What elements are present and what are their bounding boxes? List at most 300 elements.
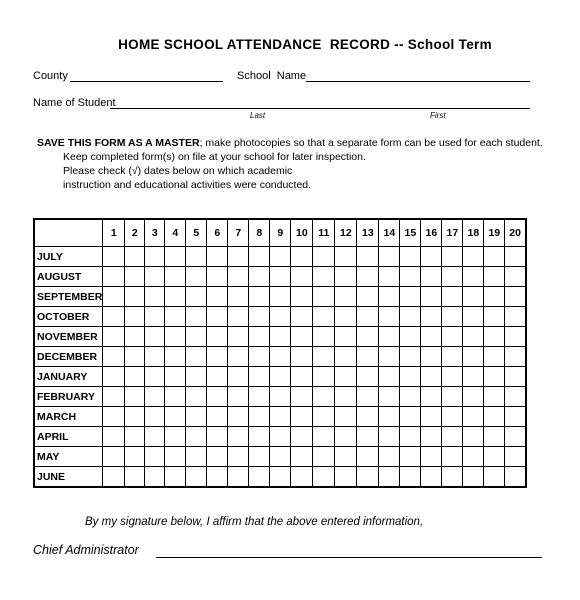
attendance-cell[interactable]	[270, 327, 291, 347]
attendance-cell[interactable]	[228, 347, 249, 367]
attendance-cell[interactable]	[421, 467, 442, 488]
month-label: JUNE	[34, 467, 103, 488]
attendance-cell[interactable]	[463, 307, 484, 327]
day-header: 1	[103, 219, 125, 247]
day-header: 16	[421, 219, 442, 247]
attendance-cell[interactable]	[207, 367, 228, 387]
attendance-cell[interactable]	[505, 427, 526, 447]
day-header: 14	[379, 219, 400, 247]
attendance-cell[interactable]	[165, 327, 186, 347]
attendance-cell[interactable]	[421, 307, 442, 327]
attendance-cell[interactable]	[484, 247, 505, 267]
month-label: SEPTEMBER	[34, 287, 103, 307]
attendance-cell[interactable]	[335, 247, 357, 267]
attendance-cell[interactable]	[228, 327, 249, 347]
day-header: 12	[335, 219, 357, 247]
attendance-cell[interactable]	[103, 387, 125, 407]
attendance-cell[interactable]	[145, 467, 165, 488]
attendance-cell[interactable]	[335, 347, 357, 367]
attendance-cell[interactable]	[313, 347, 335, 367]
table-row	[34, 287, 526, 307]
attendance-cell[interactable]	[442, 387, 463, 407]
attendance-cell[interactable]	[165, 287, 186, 307]
table-row	[34, 307, 526, 327]
student-name-label: Name of Student	[33, 97, 116, 109]
attendance-cell[interactable]	[207, 447, 228, 467]
attendance-cell[interactable]	[421, 387, 442, 407]
attendance-cell[interactable]	[207, 407, 228, 427]
attendance-cell[interactable]	[484, 447, 505, 467]
attendance-cell[interactable]	[442, 427, 463, 447]
attendance-cell[interactable]	[291, 407, 313, 427]
attendance-cell[interactable]	[484, 367, 505, 387]
signature-line[interactable]	[156, 557, 542, 558]
attendance-cell[interactable]	[125, 407, 145, 427]
attendance-cell[interactable]	[335, 327, 357, 347]
day-header: 19	[484, 219, 505, 247]
attendance-cell[interactable]	[484, 327, 505, 347]
table-row	[34, 367, 526, 387]
attendance-cell[interactable]	[270, 467, 291, 488]
attendance-cell[interactable]	[249, 387, 270, 407]
attendance-cell[interactable]	[165, 347, 186, 367]
attendance-cell[interactable]	[463, 407, 484, 427]
attendance-cell[interactable]	[442, 267, 463, 287]
month-label: MARCH	[34, 407, 103, 427]
attendance-cell[interactable]	[270, 367, 291, 387]
attendance-cell[interactable]	[145, 287, 165, 307]
attendance-cell[interactable]	[228, 467, 249, 488]
attendance-cell[interactable]	[400, 307, 421, 327]
chief-administrator-label: Chief Administrator	[33, 543, 139, 557]
attendance-cell[interactable]	[313, 367, 335, 387]
table-row	[34, 387, 526, 407]
attendance-cell[interactable]	[270, 447, 291, 467]
attendance-cell[interactable]	[484, 427, 505, 447]
attendance-cell[interactable]	[400, 287, 421, 307]
day-header: 7	[228, 219, 249, 247]
attendance-cell[interactable]	[249, 407, 270, 427]
attendance-cell[interactable]	[228, 387, 249, 407]
attendance-cell[interactable]	[357, 267, 379, 287]
attendance-cell[interactable]	[463, 267, 484, 287]
attendance-cell[interactable]	[249, 307, 270, 327]
attendance-cell[interactable]	[103, 287, 125, 307]
attendance-cell[interactable]	[421, 247, 442, 267]
instructions-line-4: instruction and educational activities were conducted.	[63, 179, 312, 191]
attendance-cell[interactable]	[186, 407, 207, 427]
form-title: HOME SCHOOL ATTENDANCE RECORD -- School Term	[118, 37, 492, 52]
attendance-cell[interactable]	[357, 467, 379, 488]
attendance-cell[interactable]	[463, 367, 484, 387]
attendance-cell[interactable]	[291, 347, 313, 367]
attendance-cell[interactable]	[442, 307, 463, 327]
attendance-cell[interactable]	[103, 247, 125, 267]
attendance-cell[interactable]	[379, 427, 400, 447]
attendance-cell[interactable]	[291, 447, 313, 467]
table-row	[34, 467, 526, 488]
day-header: 20	[505, 219, 526, 247]
attendance-cell[interactable]	[400, 467, 421, 488]
school-name-field[interactable]	[306, 81, 530, 82]
month-label: FEBRUARY	[34, 387, 103, 407]
attendance-cell[interactable]	[145, 407, 165, 427]
attendance-cell[interactable]	[228, 287, 249, 307]
attendance-cell[interactable]	[103, 307, 125, 327]
attendance-cell[interactable]	[207, 267, 228, 287]
attendance-cell[interactable]	[379, 287, 400, 307]
attendance-cell[interactable]	[313, 387, 335, 407]
attendance-cell[interactable]	[207, 307, 228, 327]
attendance-cell[interactable]	[291, 367, 313, 387]
day-header: 8	[249, 219, 270, 247]
day-header: 3	[145, 219, 165, 247]
attendance-cell[interactable]	[421, 327, 442, 347]
attendance-cell[interactable]	[484, 467, 505, 488]
attendance-cell[interactable]	[207, 327, 228, 347]
attendance-cell[interactable]	[379, 447, 400, 467]
attendance-cell[interactable]	[207, 287, 228, 307]
attendance-cell[interactable]	[145, 447, 165, 467]
attendance-cell[interactable]	[313, 427, 335, 447]
attendance-cell[interactable]	[463, 287, 484, 307]
attendance-cell[interactable]	[400, 267, 421, 287]
attendance-cell[interactable]	[125, 307, 145, 327]
attendance-cell[interactable]	[313, 467, 335, 488]
table-row	[34, 407, 526, 427]
attendance-cell[interactable]	[125, 287, 145, 307]
table-row	[34, 327, 526, 347]
attendance-cell[interactable]	[249, 367, 270, 387]
attendance-cell[interactable]	[228, 267, 249, 287]
attendance-cell[interactable]	[249, 467, 270, 488]
attendance-cell[interactable]	[400, 347, 421, 367]
attendance-cell[interactable]	[484, 387, 505, 407]
attendance-cell[interactable]	[505, 307, 526, 327]
attendance-cell[interactable]	[379, 467, 400, 488]
attendance-cell[interactable]	[463, 427, 484, 447]
attendance-cell[interactable]	[357, 447, 379, 467]
attendance-cell[interactable]	[125, 247, 145, 267]
attendance-cell[interactable]	[313, 267, 335, 287]
attendance-cell[interactable]	[270, 407, 291, 427]
attendance-cell[interactable]	[357, 347, 379, 367]
attendance-table	[33, 218, 527, 488]
attendance-cell[interactable]	[125, 327, 145, 347]
attendance-cell[interactable]	[442, 407, 463, 427]
month-label: MAY	[34, 447, 103, 467]
day-header: 15	[400, 219, 421, 247]
instructions-line-3: Please check (√) dates below on which academic	[63, 165, 293, 177]
attendance-cell[interactable]	[125, 467, 145, 488]
attendance-cell[interactable]	[186, 447, 207, 467]
attendance-cell[interactable]	[505, 287, 526, 307]
attendance-cell[interactable]	[400, 247, 421, 267]
attendance-cell[interactable]	[186, 347, 207, 367]
attendance-cell[interactable]	[207, 247, 228, 267]
attendance-cell[interactable]	[335, 267, 357, 287]
attendance-cell[interactable]	[379, 347, 400, 367]
attendance-cell[interactable]	[145, 327, 165, 347]
county-label: County	[33, 70, 68, 82]
attendance-cell[interactable]	[228, 427, 249, 447]
attendance-cell[interactable]	[249, 247, 270, 267]
attendance-cell[interactable]	[335, 407, 357, 427]
attendance-cell[interactable]	[103, 367, 125, 387]
table-body	[34, 247, 526, 488]
day-header: 17	[442, 219, 463, 247]
attendance-cell[interactable]	[357, 387, 379, 407]
attendance-cell[interactable]	[313, 287, 335, 307]
attendance-cell[interactable]	[505, 367, 526, 387]
attendance-cell[interactable]	[291, 287, 313, 307]
corner-cell	[34, 219, 103, 247]
attendance-cell[interactable]	[379, 267, 400, 287]
month-label: DECEMBER	[34, 347, 103, 367]
attendance-cell[interactable]	[270, 287, 291, 307]
attendance-cell[interactable]	[270, 387, 291, 407]
attendance-cell[interactable]	[313, 447, 335, 467]
instructions-line-2: Keep completed form(s) on file at your school for later inspection.	[63, 151, 366, 163]
day-header: 13	[357, 219, 379, 247]
attendance-cell[interactable]	[313, 327, 335, 347]
attendance-cell[interactable]	[228, 247, 249, 267]
attendance-cell[interactable]	[379, 387, 400, 407]
attendance-cell[interactable]	[463, 247, 484, 267]
attendance-cell[interactable]	[125, 427, 145, 447]
attendance-cell[interactable]	[228, 367, 249, 387]
table-row	[34, 267, 526, 287]
attendance-cell[interactable]	[357, 407, 379, 427]
attendance-cell[interactable]	[249, 287, 270, 307]
attendance-cell[interactable]	[291, 387, 313, 407]
attendance-cell[interactable]	[228, 447, 249, 467]
attendance-cell[interactable]	[379, 327, 400, 347]
table-row	[34, 427, 526, 447]
attendance-cell[interactable]	[291, 247, 313, 267]
attendance-cell[interactable]	[505, 467, 526, 488]
attendance-cell[interactable]	[484, 307, 505, 327]
attendance-cell[interactable]	[505, 387, 526, 407]
attendance-cell[interactable]	[165, 447, 186, 467]
attendance-cell[interactable]	[313, 407, 335, 427]
month-label: APRIL	[34, 427, 103, 447]
attendance-cell[interactable]	[207, 347, 228, 367]
attendance-cell[interactable]	[400, 367, 421, 387]
table-header-row	[34, 219, 526, 247]
attendance-cell[interactable]	[357, 307, 379, 327]
attendance-cell[interactable]	[125, 387, 145, 407]
attendance-cell[interactable]	[442, 467, 463, 488]
attendance-cell[interactable]	[505, 267, 526, 287]
month-label: JANUARY	[34, 367, 103, 387]
attendance-cell[interactable]	[125, 347, 145, 367]
attendance-cell[interactable]	[207, 387, 228, 407]
attendance-cell[interactable]	[291, 307, 313, 327]
attendance-cell[interactable]	[400, 447, 421, 467]
attendance-cell[interactable]	[421, 367, 442, 387]
attendance-cell[interactable]	[103, 447, 125, 467]
attendance-cell[interactable]	[357, 367, 379, 387]
attendance-cell[interactable]	[335, 307, 357, 327]
day-header: 11	[313, 219, 335, 247]
attendance-cell[interactable]	[165, 387, 186, 407]
attendance-cell[interactable]	[186, 387, 207, 407]
attendance-cell[interactable]	[505, 447, 526, 467]
attendance-cell[interactable]	[442, 367, 463, 387]
attendance-cell[interactable]	[270, 267, 291, 287]
attendance-cell[interactable]	[165, 307, 186, 327]
attendance-cell[interactable]	[186, 467, 207, 488]
attendance-cell[interactable]	[335, 447, 357, 467]
attendance-cell[interactable]	[165, 467, 186, 488]
attendance-cell[interactable]	[400, 407, 421, 427]
attendance-cell[interactable]	[463, 467, 484, 488]
attendance-cell[interactable]	[484, 407, 505, 427]
attendance-cell[interactable]	[186, 287, 207, 307]
day-header: 18	[463, 219, 484, 247]
attendance-cell[interactable]	[442, 327, 463, 347]
attendance-cell[interactable]	[463, 327, 484, 347]
attendance-cell[interactable]	[165, 427, 186, 447]
attendance-cell[interactable]	[335, 387, 357, 407]
attendance-cell[interactable]	[145, 367, 165, 387]
month-label: JULY	[34, 247, 103, 267]
attendance-cell[interactable]	[103, 407, 125, 427]
attendance-cell[interactable]	[145, 247, 165, 267]
attendance-cell[interactable]	[270, 427, 291, 447]
attendance-cell[interactable]	[357, 427, 379, 447]
attendance-cell[interactable]	[291, 467, 313, 488]
attendance-cell[interactable]	[165, 367, 186, 387]
attendance-cell[interactable]	[335, 467, 357, 488]
attendance-cell[interactable]	[125, 367, 145, 387]
attendance-cell[interactable]	[103, 327, 125, 347]
attendance-cell[interactable]	[291, 327, 313, 347]
attendance-cell[interactable]	[165, 267, 186, 287]
attendance-cell[interactable]	[421, 427, 442, 447]
attendance-cell[interactable]	[145, 267, 165, 287]
master-note: SAVE THIS FORM AS A MASTER	[37, 137, 200, 149]
attendance-cell[interactable]	[186, 427, 207, 447]
attendance-cell[interactable]	[186, 327, 207, 347]
attendance-cell[interactable]	[505, 347, 526, 367]
school-name-label: School Name	[237, 70, 307, 82]
attendance-cell[interactable]	[125, 267, 145, 287]
attendance-cell[interactable]	[228, 307, 249, 327]
day-header: 9	[270, 219, 291, 247]
attendance-cell[interactable]	[463, 387, 484, 407]
attendance-cell[interactable]	[335, 287, 357, 307]
table-row	[34, 447, 526, 467]
attendance-cell[interactable]	[125, 447, 145, 467]
attendance-cell[interactable]	[442, 447, 463, 467]
instructions-line-1	[37, 137, 577, 151]
attendance-cell[interactable]	[400, 427, 421, 447]
attendance-cell[interactable]	[249, 347, 270, 367]
affirmation-text: By my signature below, I affirm that the above entered information,	[85, 516, 424, 528]
attendance-cell[interactable]	[103, 427, 125, 447]
attendance-cell[interactable]	[505, 407, 526, 427]
attendance-cell[interactable]	[357, 327, 379, 347]
day-header: 4	[165, 219, 186, 247]
attendance-cell[interactable]	[442, 247, 463, 267]
attendance-cell[interactable]	[186, 267, 207, 287]
attendance-cell[interactable]	[249, 267, 270, 287]
attendance-cell[interactable]	[400, 387, 421, 407]
attendance-cell[interactable]	[421, 267, 442, 287]
attendance-cell[interactable]	[505, 247, 526, 267]
attendance-cell[interactable]	[357, 247, 379, 267]
attendance-cell[interactable]	[103, 347, 125, 367]
attendance-cell[interactable]	[484, 287, 505, 307]
attendance-cell[interactable]	[103, 267, 125, 287]
attendance-cell[interactable]	[463, 447, 484, 467]
attendance-cell[interactable]	[186, 247, 207, 267]
attendance-cell[interactable]	[313, 307, 335, 327]
attendance-cell[interactable]	[165, 407, 186, 427]
attendance-cell[interactable]	[228, 407, 249, 427]
attendance-cell[interactable]	[484, 267, 505, 287]
table-row	[34, 347, 526, 367]
attendance-cell[interactable]	[379, 247, 400, 267]
attendance-cell[interactable]	[249, 447, 270, 467]
month-label: OCTOBER	[34, 307, 103, 327]
attendance-cell[interactable]	[379, 367, 400, 387]
attendance-cell[interactable]	[249, 427, 270, 447]
attendance-cell[interactable]	[145, 347, 165, 367]
attendance-cell[interactable]	[421, 347, 442, 367]
attendance-cell[interactable]	[421, 407, 442, 427]
attendance-cell[interactable]	[505, 327, 526, 347]
attendance-cell[interactable]	[357, 287, 379, 307]
attendance-cell[interactable]	[270, 307, 291, 327]
attendance-cell[interactable]	[291, 427, 313, 447]
attendance-cell[interactable]	[270, 347, 291, 367]
attendance-cell[interactable]	[207, 467, 228, 488]
attendance-cell[interactable]	[421, 447, 442, 467]
attendance-cell[interactable]	[379, 307, 400, 327]
attendance-cell[interactable]	[421, 287, 442, 307]
attendance-cell[interactable]	[442, 347, 463, 367]
attendance-cell[interactable]	[379, 407, 400, 427]
master-note-rest: ; make photocopies so that a separate form can be used for each student.	[199, 137, 543, 149]
attendance-cell[interactable]	[442, 287, 463, 307]
attendance-cell[interactable]	[145, 427, 165, 447]
day-header: 5	[186, 219, 207, 247]
attendance-cell[interactable]	[400, 327, 421, 347]
student-name-field[interactable]	[110, 108, 530, 109]
attendance-cell[interactable]	[165, 247, 186, 267]
attendance-cell[interactable]	[291, 267, 313, 287]
attendance-cell[interactable]	[145, 307, 165, 327]
attendance-cell[interactable]	[103, 467, 125, 488]
attendance-cell[interactable]	[207, 427, 228, 447]
attendance-cell[interactable]	[335, 367, 357, 387]
attendance-cell[interactable]	[186, 307, 207, 327]
month-label: NOVEMBER	[34, 327, 103, 347]
attendance-cell[interactable]	[145, 387, 165, 407]
attendance-cell[interactable]	[484, 347, 505, 367]
attendance-cell[interactable]	[270, 247, 291, 267]
attendance-cell[interactable]	[249, 327, 270, 347]
attendance-cell[interactable]	[186, 367, 207, 387]
attendance-cell[interactable]	[313, 247, 335, 267]
day-header: 2	[125, 219, 145, 247]
attendance-cell[interactable]	[463, 347, 484, 367]
county-field[interactable]	[70, 81, 223, 82]
attendance-cell[interactable]	[335, 427, 357, 447]
